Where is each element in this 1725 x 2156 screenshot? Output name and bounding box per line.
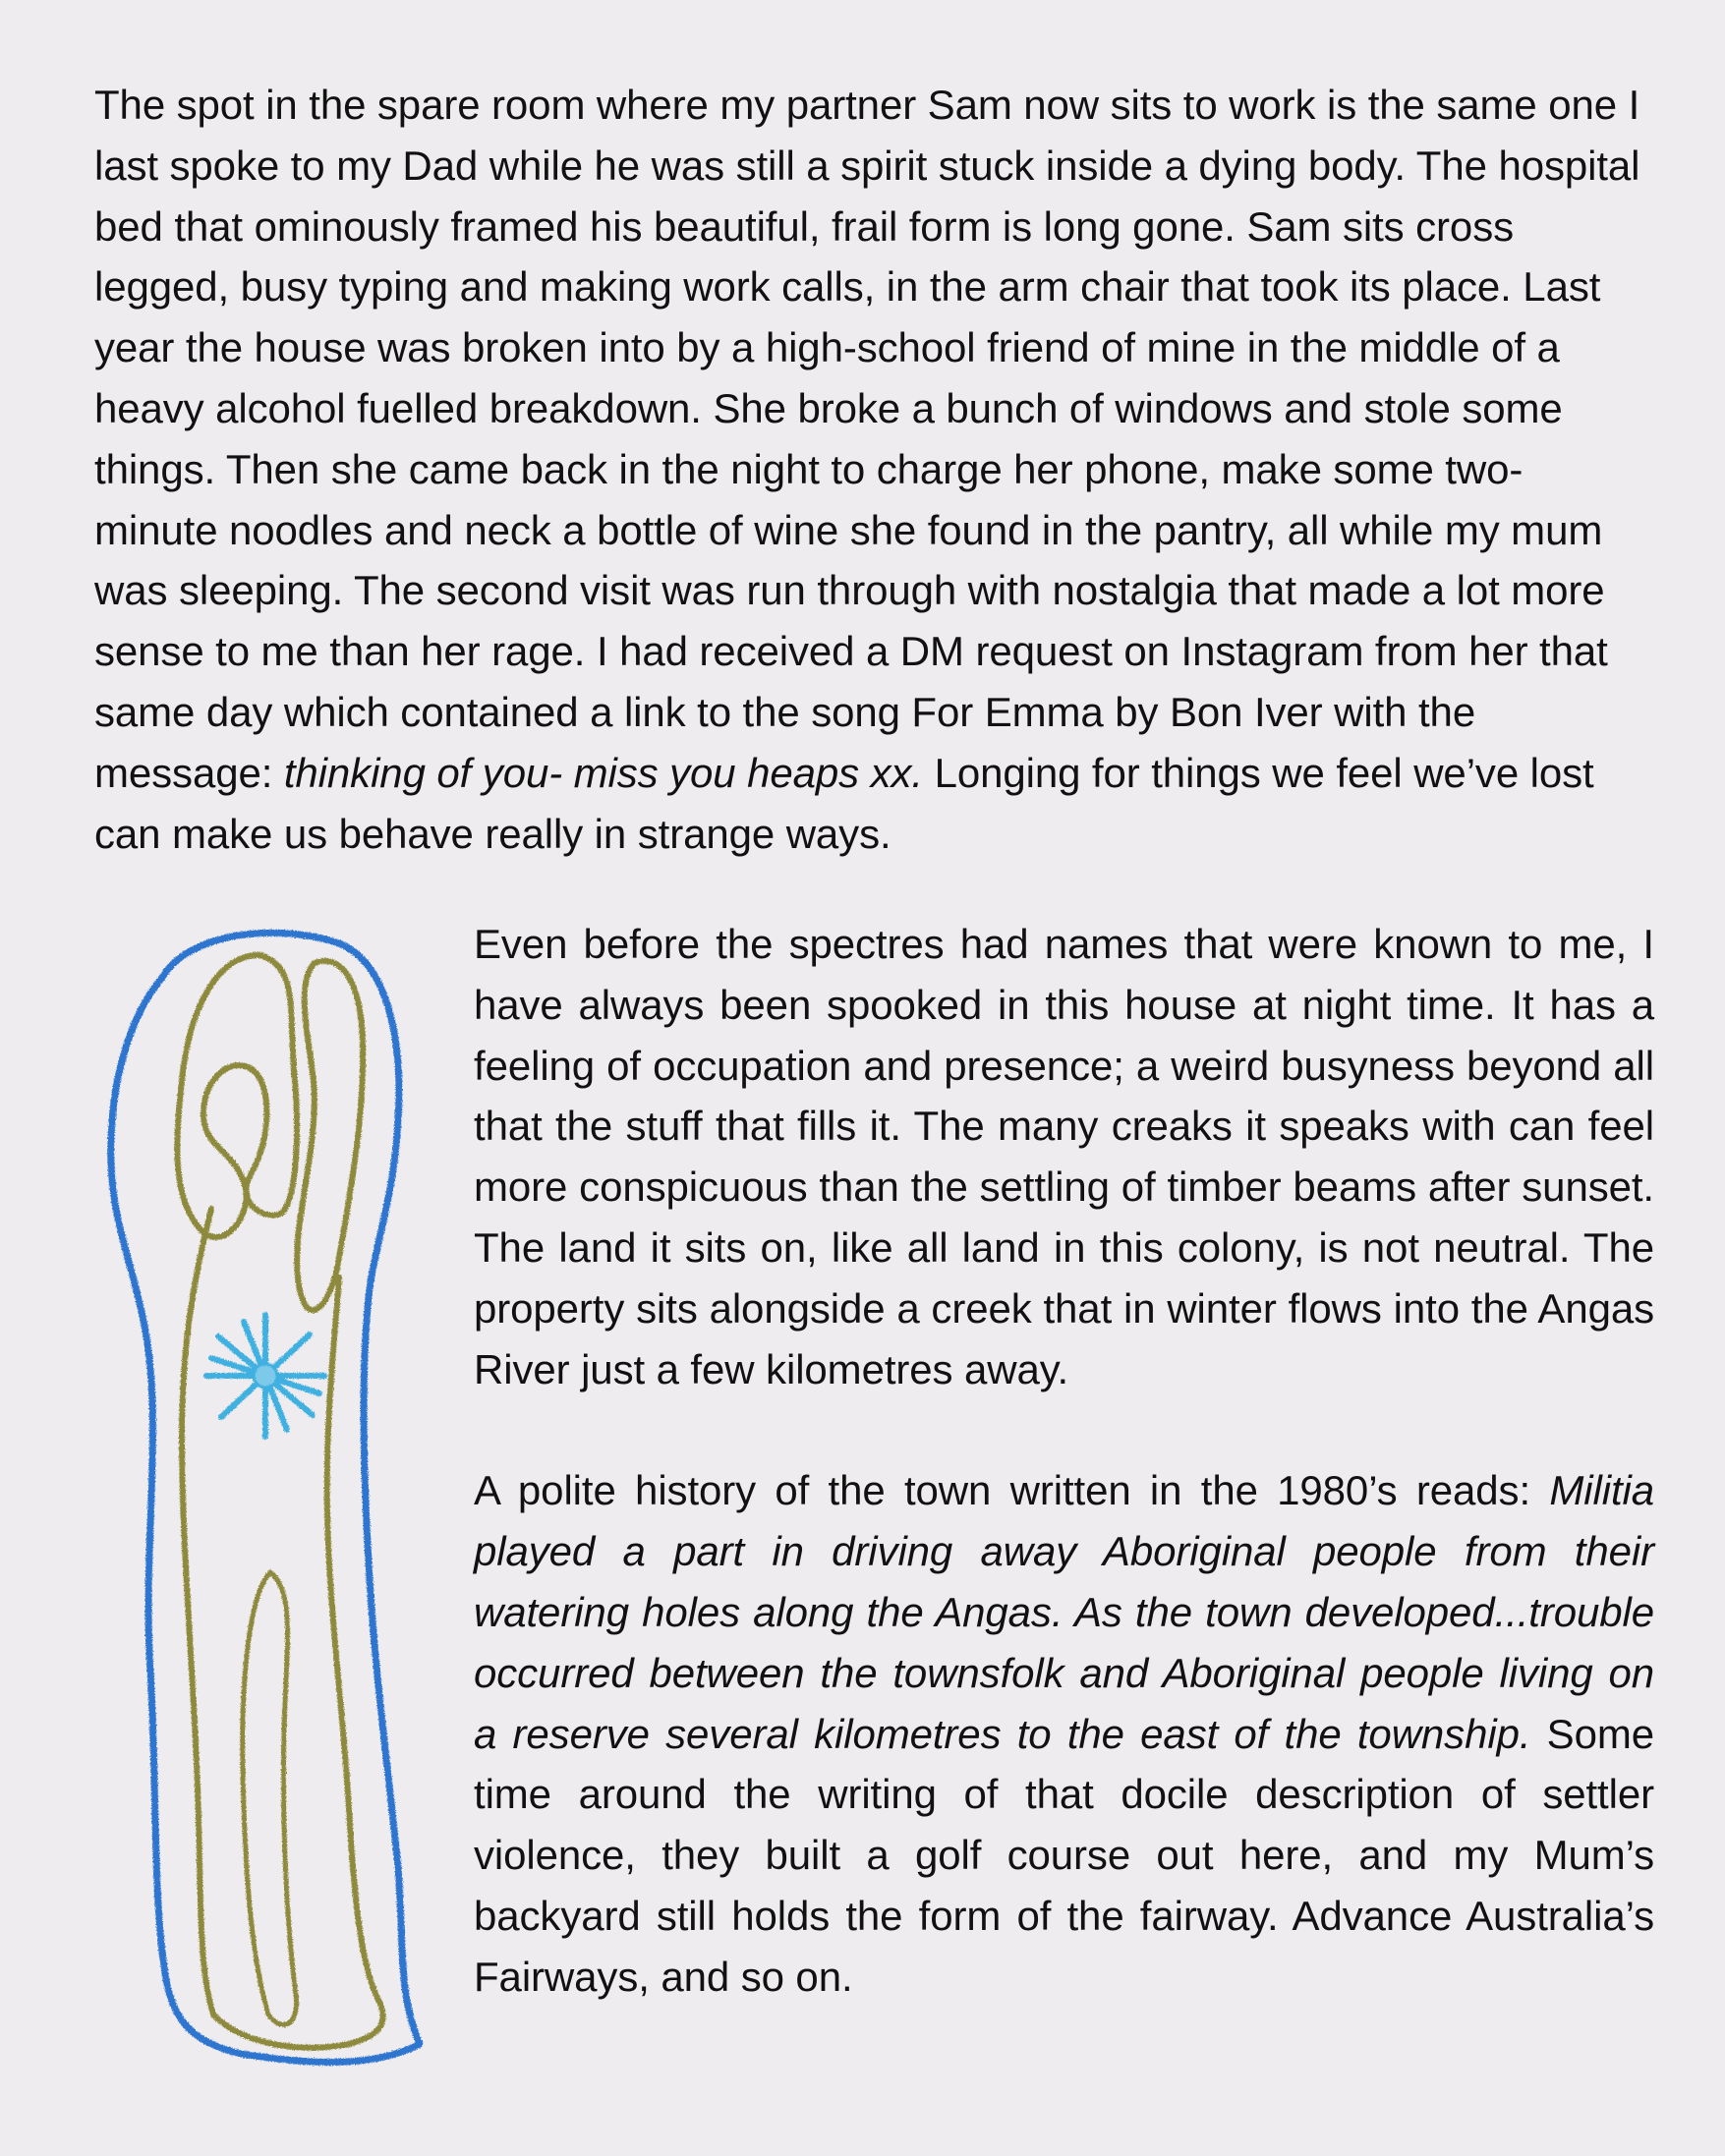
- figure-inner-leg-left: [243, 1572, 297, 2024]
- figure-inner-body: [182, 1209, 383, 2048]
- paragraph-history-ending: Some time around the writing of that docile description of settler violence, they built a golf course out here, and my Mum’s backyard still holds the form of the fairway. Advance Australia’s Fairways, and so on.: [474, 1710, 1654, 2000]
- crayon-figure-illustration: [103, 924, 457, 2078]
- paragraph-intro-text: The spot in the spare room where my partner Sam now sits to work is the same one I last spoke to my Dad while he was still a spirit stuck inside a dying body. The hospital bed that ominously framed his beautiful, frail form is long gone. Sam sits cross legged, busy typing and making work calls, in the arm chair that took its place. Last year the house was broken into by a high-school friend of mine in the middle of a heavy alcohol fuelled breakdown. She broke a bunch of windows and stole some things. Then she came back in the night to charge her phone, make some two- minute noodles and neck a bottle of wine she found in the pantry, all while my mum was sleeping. The second visit was run through with nostalgia that made a lot more sense to me than her rage. I had received a DM request on Instagram from her that same day which contained a link to the song For Emma by Bon Iver with the message:: [94, 82, 1640, 796]
- figure-star-icon: [206, 1315, 324, 1437]
- paragraph-intro: [94, 75, 1657, 864]
- paragraph-history-text: A polite history of the town written in the 1980’s reads:: [474, 1467, 1550, 1514]
- paragraph-history: [474, 1460, 1654, 2007]
- figure-inner-left-arm: [177, 955, 297, 1237]
- figure-inner-right-arm: [297, 961, 363, 1310]
- paragraph-spectres: Even before the spectres had names that were known to me, I have always been spooked in this house at night time. It has a feeling of occupation and presence; a weird busyness beyond all that the stuff that fills it. The many creaks it speaks with can feel more conspicuous than the settling of timber beams after sunset. The land it sits on, like all land in this colony, is not neutral. The property sits alongside a creek that in winter flows into the Angas River just a few kilometres away.: [474, 921, 1654, 1392]
- paragraph-intro-ending: Longing for things we feel we’ve lost can make us behave really in strange ways.: [94, 749, 1594, 857]
- right-text-column: [474, 914, 1654, 2008]
- paragraph-history-quote: Militia played a part in driving away Aboriginal people from their watering holes along the Angas. As the town developed...trouble occurred between the townsfolk and Aboriginal people living on a reserve several kilometres to the east of the township.: [474, 1467, 1654, 1757]
- paragraph-intro-quote: thinking of you- miss you heaps xx.: [283, 749, 924, 796]
